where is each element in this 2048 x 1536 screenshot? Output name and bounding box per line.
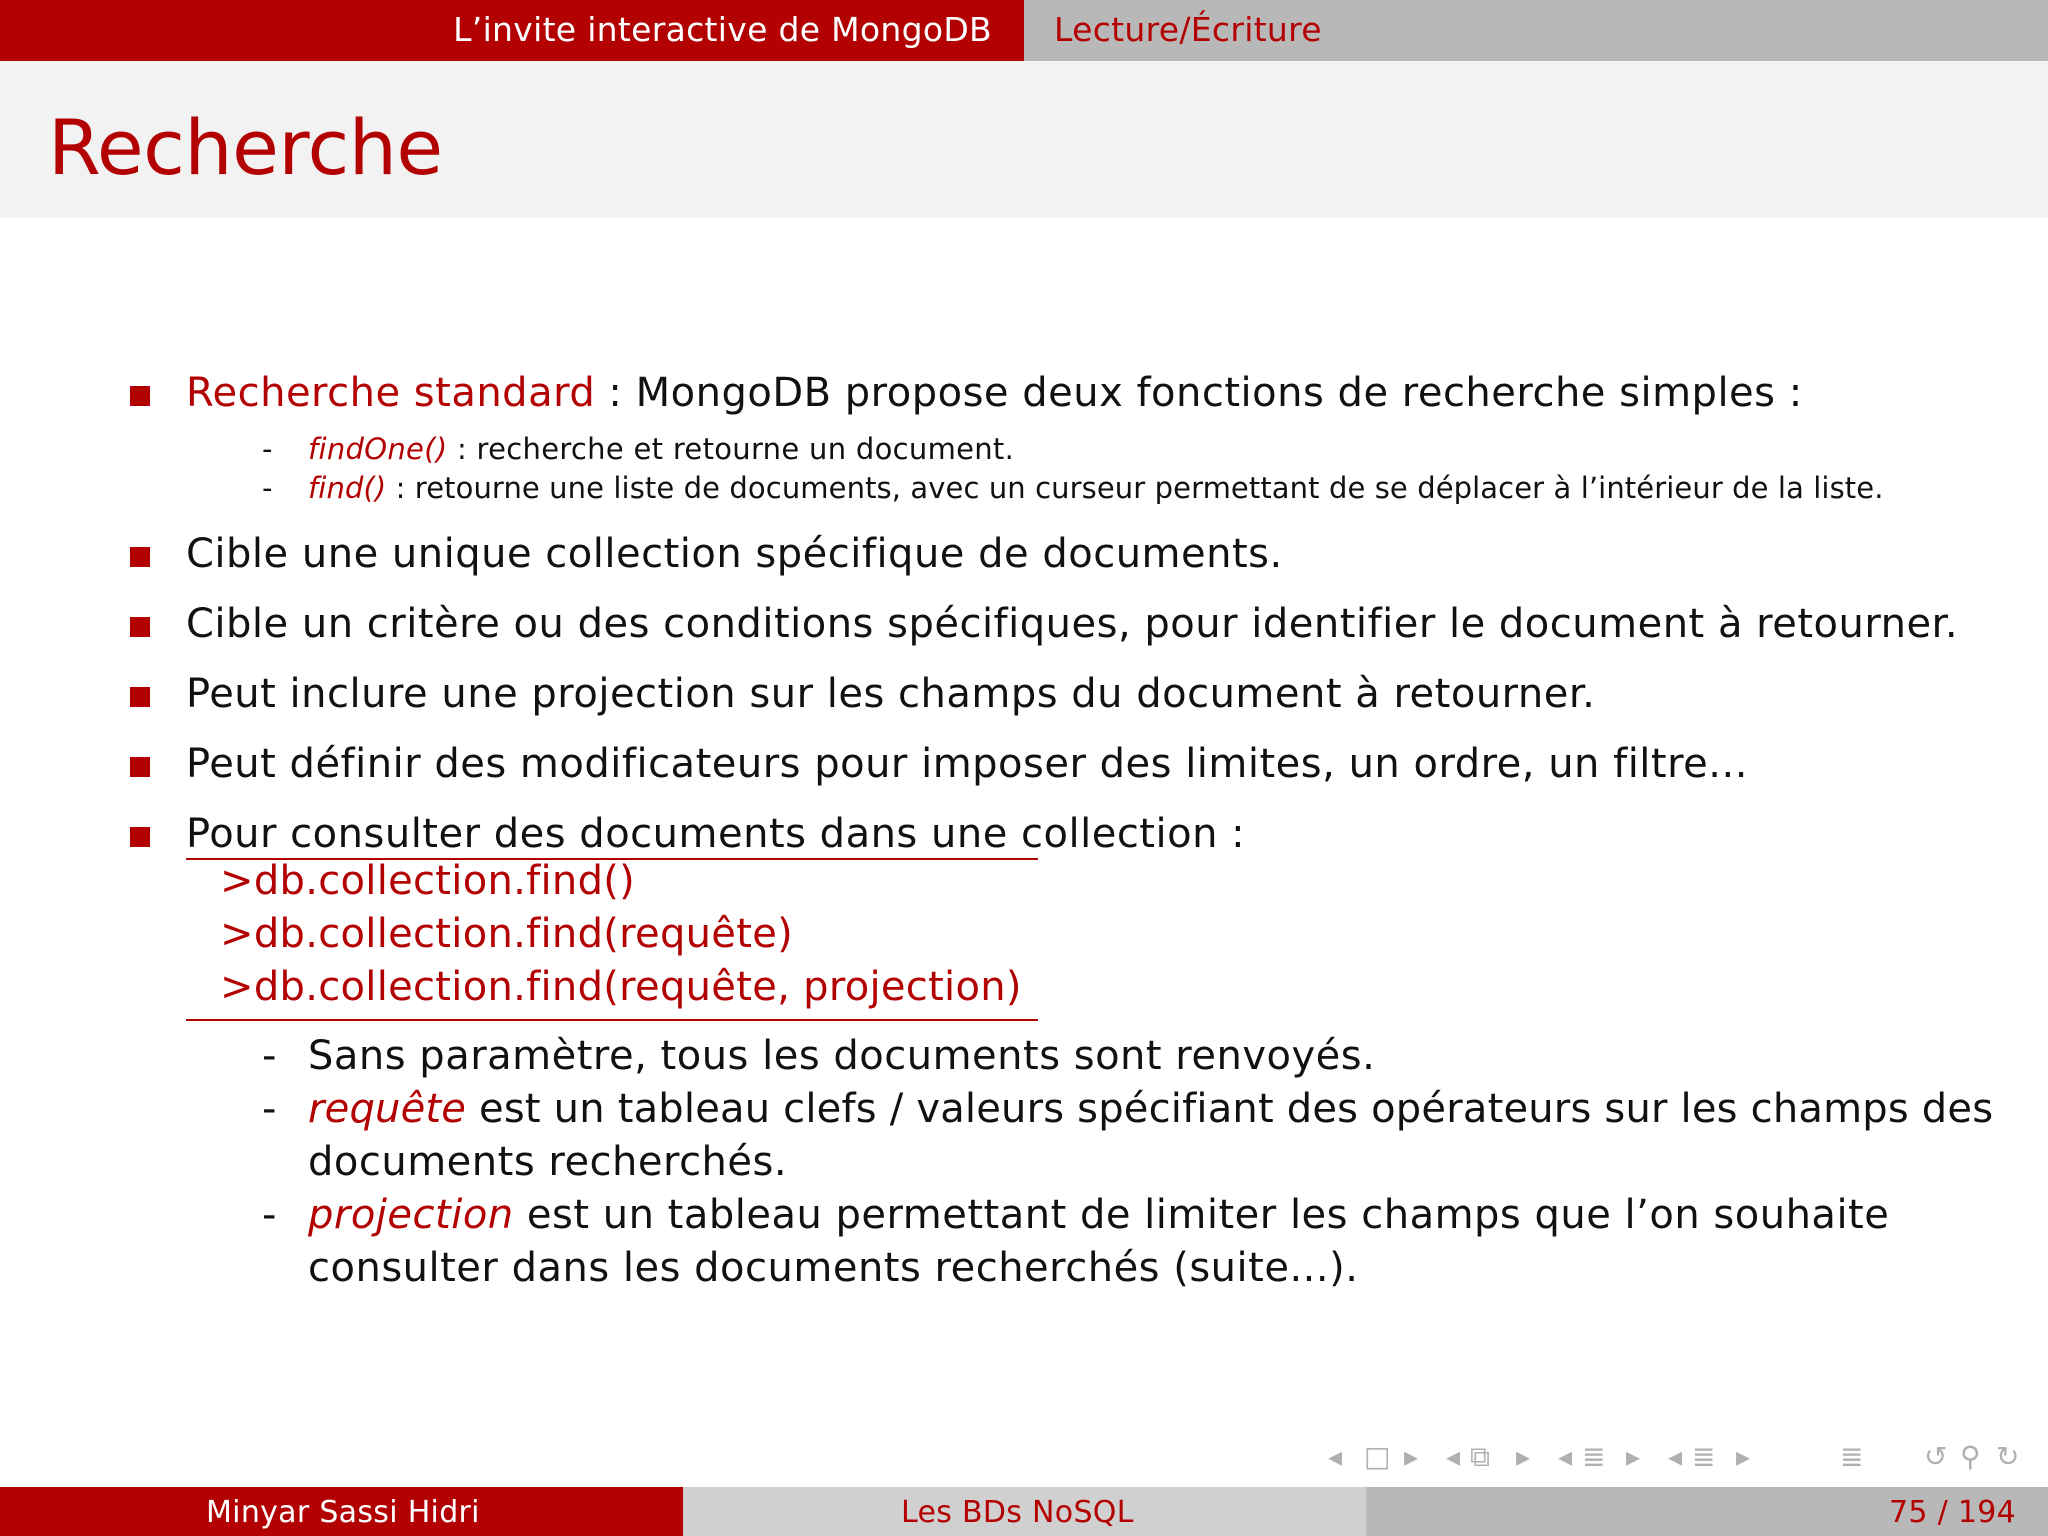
sub-item-projection-text: est un tableau permettant de limiter les champs que l’on souhaite <box>513 1192 1890 1238</box>
sub-item-find <box>308 471 1884 505</box>
page-title: Recherche <box>48 103 443 192</box>
bullet-4: Peut inclure une projection sur les champs du document à retourner. <box>186 671 1596 717</box>
sub-item-projection <box>308 1192 1889 1238</box>
nav-appendix-icon[interactable]: ≣ <box>1840 1440 1864 1473</box>
sub-item-requete-cont: documents recherchés. <box>308 1139 788 1185</box>
sub-dash: - <box>262 471 273 505</box>
bullet-marker <box>130 757 150 777</box>
bullet-marker <box>130 827 150 847</box>
sub-item-projection-term: projection <box>308 1192 514 1238</box>
nav-forward-icon[interactable]: ↻ <box>1996 1440 2020 1473</box>
nav-next-section-icon[interactable]: ▸ <box>1626 1440 1641 1473</box>
code-block-bottom-rule <box>186 1019 1038 1021</box>
nav-next-document-icon[interactable]: ▸ <box>1736 1440 1751 1473</box>
bullet-marker <box>130 687 150 707</box>
sub-dash: - <box>262 1086 277 1132</box>
footer-course-title: Les BDs NoSQL <box>901 1495 1134 1530</box>
footer-title-box <box>683 1487 1366 1536</box>
footer-bar <box>0 1487 2048 1536</box>
bullet-marker <box>130 617 150 637</box>
nav-next-frame-icon[interactable]: ▸ <box>1404 1440 1419 1473</box>
nav-prev-section-icon[interactable]: ◂ <box>1558 1440 1573 1473</box>
code-line-2: >db.collection.find(requête) <box>220 911 794 957</box>
sub-item-projection-cont: consulter dans les documents recherchés (suite...). <box>308 1245 1359 1291</box>
bullet-5: Peut définir des modificateurs pour imposer des limites, un ordre, un filtre... <box>186 741 1748 787</box>
bullet-2: Cible une unique collection spécifique de documents. <box>186 531 1283 577</box>
bullet-3: Cible un critère ou des conditions spécifiques, pour identifier le document à retourner. <box>186 601 1959 647</box>
sub-item-requete-text: est un tableau clefs / valeurs spécifiant des opérateurs sur les champs des <box>466 1086 1994 1132</box>
bullet-marker <box>130 547 150 567</box>
footer-author: Minyar Sassi Hidri <box>206 1495 480 1530</box>
sub-item-findone-text: : recherche et retourne un document. <box>447 432 1015 466</box>
footer-page-number: 75 / 194 <box>1888 1495 2016 1530</box>
nav-document-icon[interactable]: ≣ <box>1692 1440 1716 1473</box>
sub-dash: - <box>262 1192 277 1238</box>
nav-prev-document-icon[interactable]: ◂ <box>1668 1440 1683 1473</box>
nav-subsection-icon[interactable]: ⧉ <box>1470 1440 1490 1473</box>
code-line-3: >db.collection.find(requête, projection) <box>220 964 1022 1010</box>
navigation-symbols <box>1320 1440 2040 1476</box>
nav-frame-icon[interactable]: □ <box>1364 1440 1391 1473</box>
nav-prev-frame-icon[interactable]: ◂ <box>1328 1440 1343 1473</box>
sub-item-no-param: Sans paramètre, tous les documents sont renvoyés. <box>308 1033 1376 1079</box>
nav-section-active[interactable]: L’invite interactive de MongoDB <box>453 10 992 49</box>
sub-item-requete <box>308 1086 1993 1132</box>
sub-item-findone <box>308 432 1014 466</box>
sub-item-requete-term: requête <box>308 1086 467 1132</box>
sub-dash: - <box>262 432 273 466</box>
nav-prev-subsection-icon[interactable]: ◂ <box>1446 1440 1461 1473</box>
footer-author-box <box>0 1487 683 1536</box>
sub-item-findone-fn: findOne() <box>308 432 448 466</box>
nav-next-subsection-icon[interactable]: ▸ <box>1516 1440 1531 1473</box>
bullet-1-text: : MongoDB propose deux fonctions de recherche simples : <box>595 370 1803 416</box>
nav-section-icon[interactable]: ≣ <box>1582 1440 1606 1473</box>
nav-section-inactive[interactable]: Lecture/Écriture <box>1054 10 1322 49</box>
nav-back-icon[interactable]: ↺ <box>1924 1440 1948 1473</box>
sub-dash: - <box>262 1033 277 1079</box>
bullet-marker <box>130 386 150 406</box>
footer-page-box <box>1366 1487 2048 1536</box>
sub-item-find-text: : retourne une liste de documents, avec un curseur permettant de se déplacer à l’intérieur de la liste. <box>386 471 1884 505</box>
nav-search-icon[interactable]: ⚲ <box>1960 1440 1981 1473</box>
sub-item-find-fn: find() <box>308 471 387 505</box>
code-line-1: >db.collection.find() <box>220 858 636 904</box>
bullet-1-term: Recherche standard <box>186 370 596 416</box>
bullet-1 <box>186 370 1803 416</box>
bullet-6: Pour consulter des documents dans une collection : <box>186 811 1246 857</box>
